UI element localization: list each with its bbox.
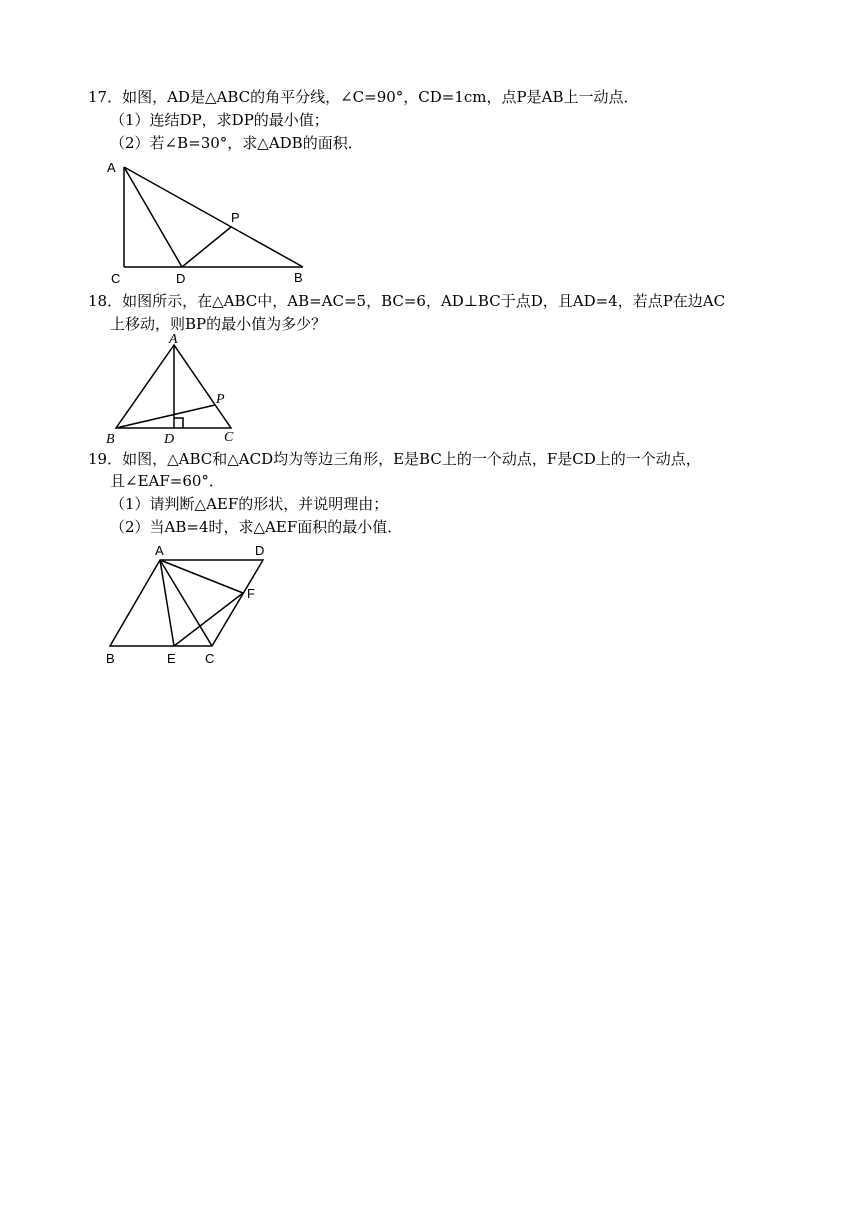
q18-stem-continued: 上移动，则BP的最小值为多少？ bbox=[110, 315, 327, 333]
q17-subquestion-1: （1）连结DP，求DP的最小值； bbox=[110, 111, 329, 129]
q19-label-e: E bbox=[167, 651, 176, 666]
q17-label-d: D bbox=[176, 271, 186, 286]
q17-label-c: C bbox=[111, 271, 121, 286]
q18-figure bbox=[100, 333, 250, 448]
q19-label-f: F bbox=[247, 586, 255, 601]
q18-label-c: C bbox=[224, 430, 234, 445]
q19-segment-ac bbox=[160, 560, 212, 646]
q17-segment-dp bbox=[182, 227, 231, 267]
q17-label-b: B bbox=[294, 270, 303, 285]
q17-stem: 17．如图，AD是△ABC的角平分线，∠C=90°，CD=1cm，点P是AB上一动点． bbox=[88, 88, 639, 106]
q19-figure bbox=[100, 540, 280, 670]
q17-label-p: P bbox=[231, 210, 240, 225]
q17-subquestion-2: （2）若∠B=30°，求△ADB的面积． bbox=[110, 134, 363, 152]
q18-label-p: P bbox=[216, 392, 225, 407]
q17-label-a: A bbox=[107, 160, 116, 175]
q17-segment-ab bbox=[124, 167, 303, 267]
q19-label-d: D bbox=[255, 543, 265, 558]
q18-segment-bp bbox=[116, 405, 215, 428]
q19-label-c: C bbox=[205, 651, 215, 666]
q18-stem: 18．如图所示，在△ABC中，AB=AC=5，BC=6，AD⊥BC于点D，且AD=4，若点P在边AC bbox=[88, 292, 726, 310]
q19-label-a: A bbox=[155, 543, 164, 558]
q19-subquestion-2: （2）当AB=4时，求△AEF面积的最小值． bbox=[110, 518, 403, 536]
q18-right-angle-mark bbox=[174, 418, 183, 428]
q18-label-d: D bbox=[164, 432, 175, 447]
q18-label-a: A bbox=[169, 332, 178, 347]
q19-stem-continued: 且∠EAF=60°． bbox=[110, 472, 224, 490]
q17-figure bbox=[100, 155, 320, 290]
q19-stem: 19．如图，△ABC和△ACD均为等边三角形，E是BC上的一个动点，F是CD上的一个动点， bbox=[88, 450, 701, 468]
q19-label-b: B bbox=[106, 651, 115, 666]
q19-segment-af bbox=[160, 560, 243, 593]
q19-subquestion-1: （1）请判断△AEF的形状，并说明理由； bbox=[110, 495, 389, 513]
q18-label-b: B bbox=[106, 432, 115, 447]
q17-segment-ad bbox=[124, 167, 182, 267]
